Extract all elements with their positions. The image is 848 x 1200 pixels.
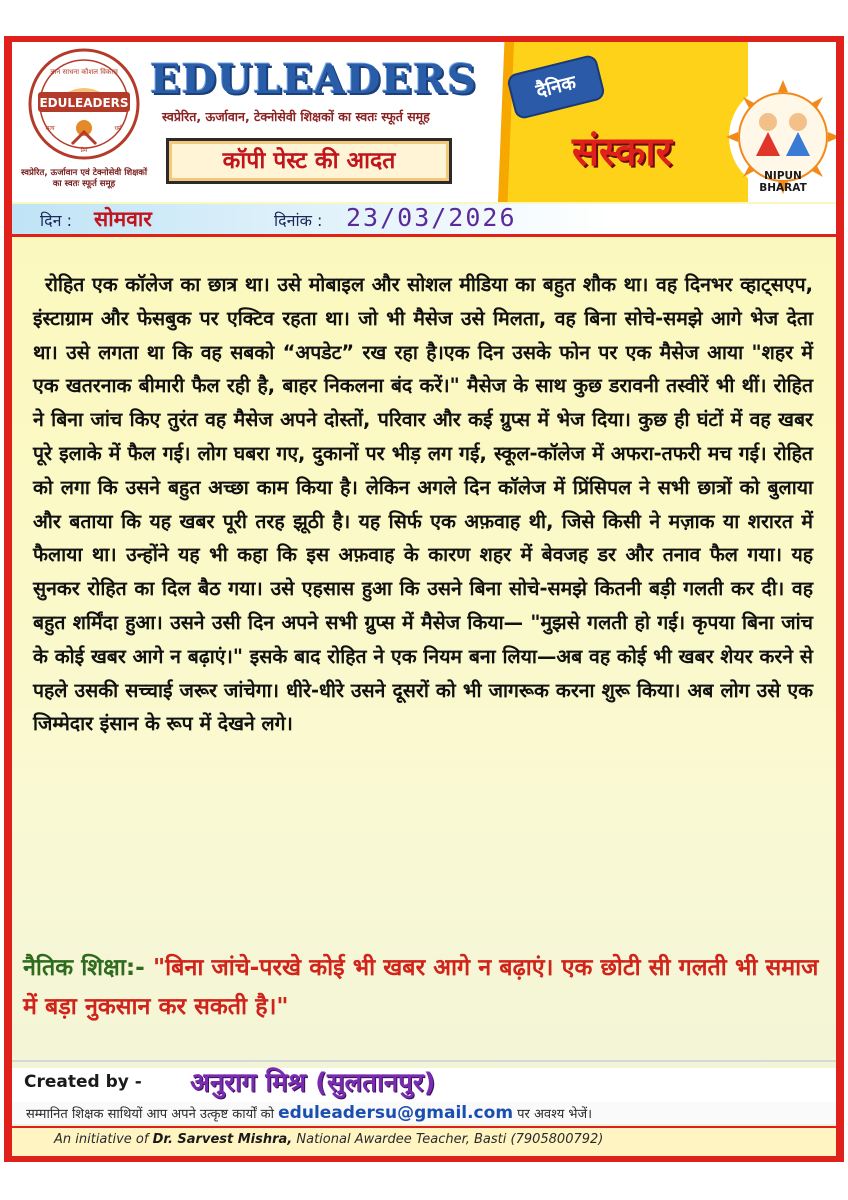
date-value: 23/03/2026 [346, 203, 517, 232]
initiative-line [54, 1132, 603, 1147]
brand-title: EDULEADERS [150, 56, 478, 103]
story-text: रोहित एक कॉलेज का छात्र था। उसे मोबाइल और सोशल मीडिया का बहुत शौक था। वह दिनभर व्हाट्सएप, इंस्टाग्राम और फेसबुक पर एक्टिव रहता था। जो भी मैसेज उसे मिलता, वह बिना सोचे-समझे आगे भेज देता था। उसे लगता था कि वह सबको “अपडेट” रख रहा है।एक दिन उसके फोन पर एक मैसेज आया "शहर में एक खतरनाक बीमारी फैल रही है, बाहर निकलना बंद करें।" मैसेज के साथ कुछ डरावनी तस्वीरें भी थीं। रोहित ने बिना जांच किए तुरंत वह मैसेज अपने दोस्तों, परिवार और कई ग्रुप्स में भेज दिया। कुछ ही घंटों में वह खबर पूरे इलाके में फैल गई। लोग घबरा गए, दुकानों पर भीड़ लग गई, स्कूल-कॉलेज में अफरा-तफरी मच गई। रोहित को लगा कि उसने बहुत अच्छा काम किया है। लेकिन अगले दिन कॉलेज में प्रिंसिपल ने सभी छात्रों को बुलाया और बताया कि यह खबर पूरी तरह झूठी है। यह सिर्फ एक अफ़वाह थी, जिसे किसी ने मज़ाक या शरारत में फैलाया था। उन्होंने यह भी कहा कि इस अफ़वाह के कारण शहर में बेवजह डर और तनाव फैल गया। यह सुनकर रोहित का दिल बैठ गया। उसे एहसास हुआ कि उसने बिना सोचे-समझे कितनी बड़ी गलती कर दी। वह बहुत शर्मिंदा हुआ। उसने उसी दिन अपने सभी ग्रुप्स में मैसेज किया— "मुझसे गलती हो गई। कृपया बिना जांच के कोई खबर आगे न बढ़ाएं।" इसके बाद रोहित ने एक नियम बना लिया—अब वह कोई भी खबर शेयर करने से पहले उसकी सच्चाई जरूर जांचेगा। धीरे-धीरे उसने दूसरों को भी जागरूक करना शुरू किया। अब लोग उसे एक जिम्मेदार इंसान के रूप में देखने लगे। [33, 273, 813, 736]
logo-badge-text: EDULEADERS [39, 96, 129, 110]
initiative-prefix: An initiative of [54, 1132, 149, 1147]
request-suffix: पर अवश्य भेजें। [517, 1107, 593, 1122]
day-value: सोमवार [94, 207, 152, 231]
moral-section [23, 948, 831, 1026]
logo-ring-left: सत्य [45, 125, 55, 132]
submission-request [26, 1103, 592, 1123]
dainik-label: दैनिक [533, 71, 579, 103]
date-label: दिनांक : [274, 211, 323, 230]
date-bar-divider [12, 234, 836, 237]
topic-title: कॉपी पेस्ट की आदत [222, 148, 396, 174]
logo-ring-right: धर्म [114, 125, 122, 132]
created-by-label: Created by - [24, 1072, 142, 1092]
brand-tagline: स्वप्रेरित, ऊर्जावान, टेक्नोसेवी शिक्षकों का स्वतः स्फूर्त समूह [162, 109, 430, 124]
sanskar-title: संस्कार [572, 128, 673, 175]
moral-text: "बिना जांचे-परखे कोई भी खबर आगे न बढ़ाएं। एक छोटी सी गलती भी समाज में बड़ा नुकसान कर सकती है।" [23, 954, 819, 1020]
footer-divider [12, 1060, 836, 1062]
poster-body [12, 42, 836, 1156]
topic-box [166, 138, 452, 184]
email-link[interactable]: eduleadersu@gmail.com [278, 1103, 514, 1123]
author-name: अनुराग मिश्र (सुलतानपुर) [190, 1068, 436, 1098]
day-label: दिन : [40, 211, 72, 230]
moral-label: नैतिक शिक्षा:- [23, 954, 145, 981]
initiative-suffix: National Awardee Teacher, Basti (7905800792) [296, 1132, 604, 1147]
eduleaders-logo-icon [28, 48, 140, 160]
logo-caption: स्वप्रेरित, ऊर्जावान एवं टेक्नोसेवी शिक्षकों का स्वतः स्फूर्त समूह [20, 168, 148, 189]
nipun-bharat-label: NIPUN BHARAT [759, 170, 807, 194]
request-prefix: सम्मानित शिक्षक साथियों आप अपने उत्कृष्ट कार्यों को [26, 1107, 275, 1122]
logo-arc-text: ज्ञान साधना कौशल विकास [50, 68, 118, 76]
poster-frame [4, 36, 844, 1162]
logo-ring-bottom: प्रेम [80, 147, 88, 154]
initiative-name: Dr. Sarvest Mishra, [152, 1132, 293, 1147]
